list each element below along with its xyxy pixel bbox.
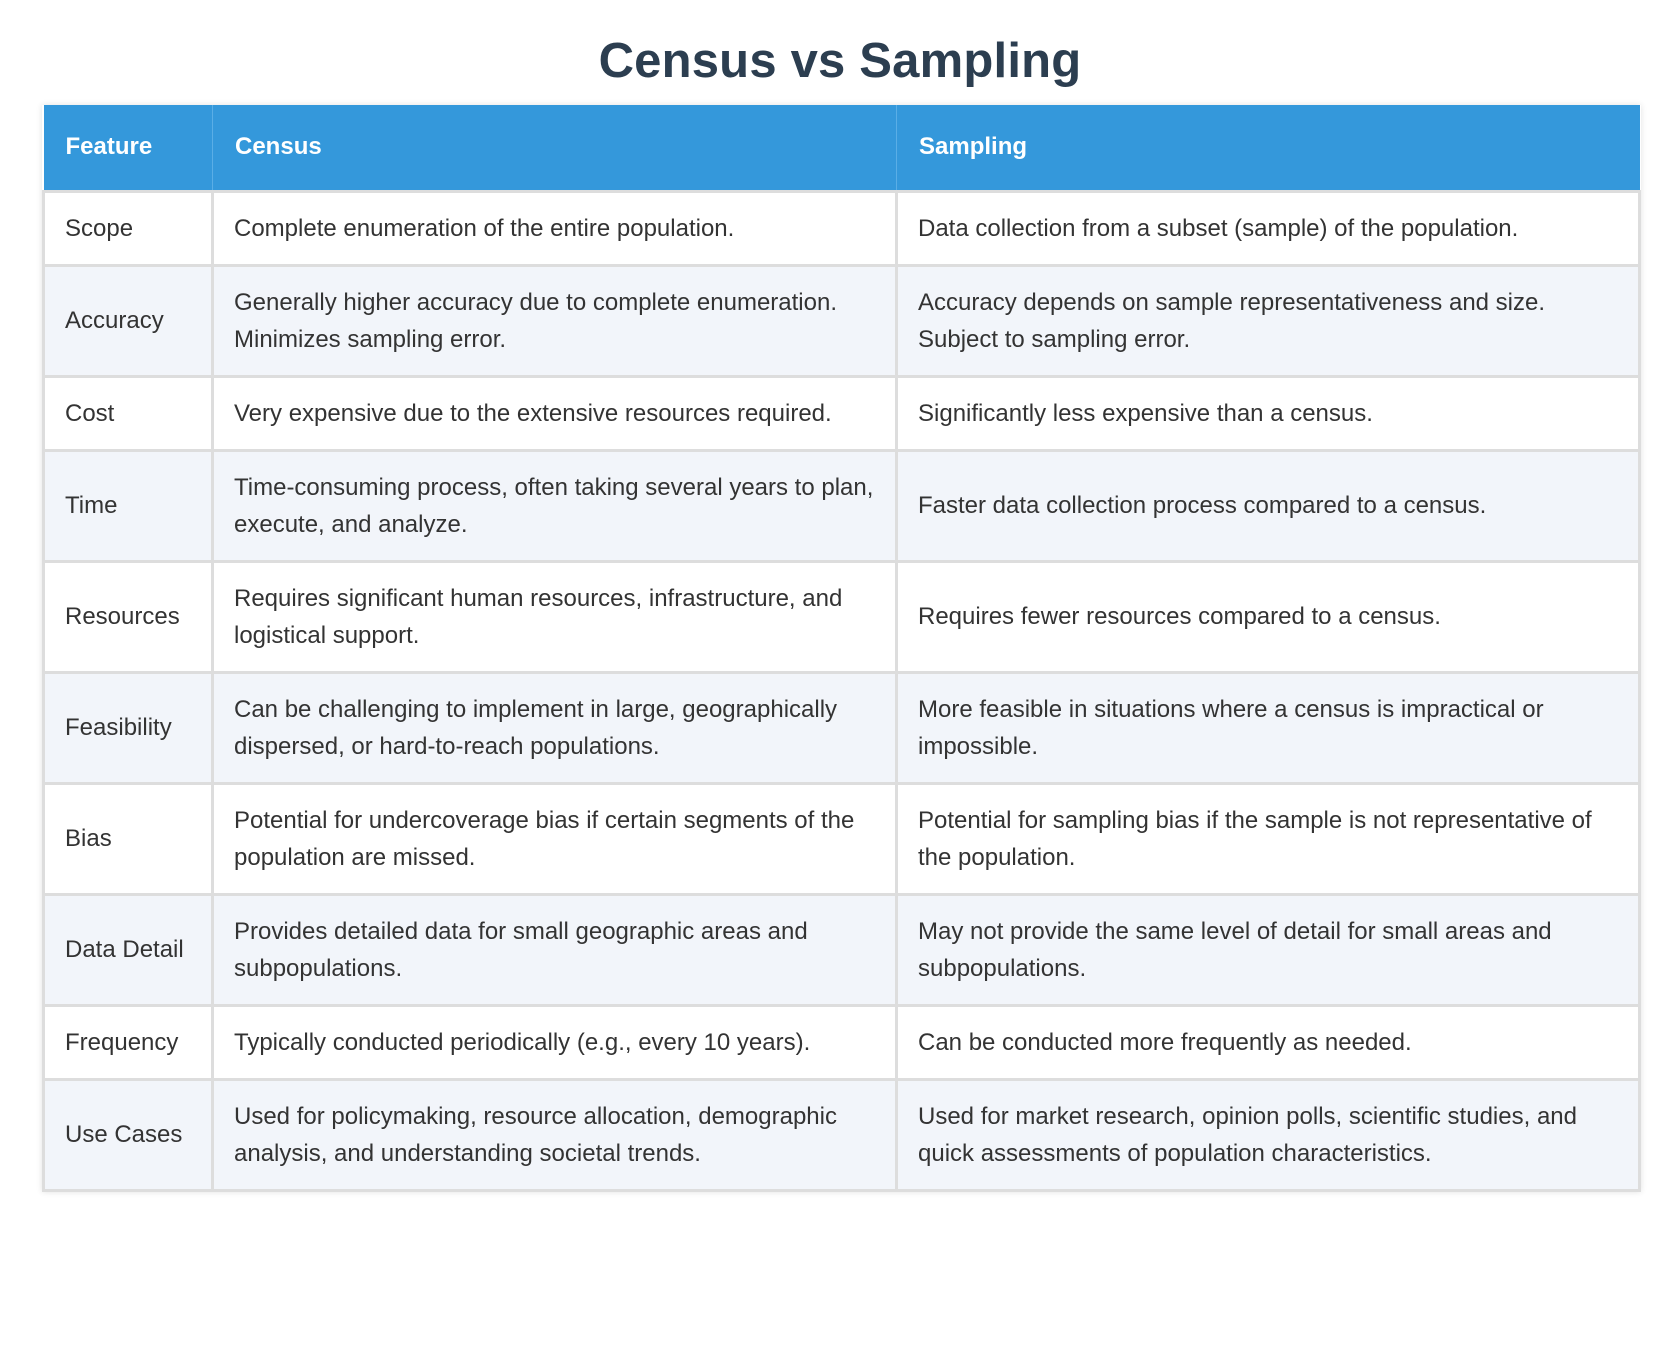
census-cell: Typically conducted periodically (e.g., every 10 years). (213, 1005, 897, 1079)
sampling-cell: Faster data collection process compared to a census. (897, 450, 1640, 561)
table-row (44, 191, 1640, 265)
census-cell: Used for policymaking, resource allocation, demographic analysis, and understanding societal trends. (213, 1079, 897, 1190)
table-header-row (44, 105, 1640, 191)
feature-cell: Scope (44, 191, 213, 265)
sampling-cell: Used for market research, opinion polls, scientific studies, and quick assessments of population characteristics. (897, 1079, 1640, 1190)
header-sampling: Sampling (897, 105, 1640, 191)
table-row (44, 265, 1640, 376)
table-row (44, 894, 1640, 1005)
census-cell: Can be challenging to implement in large, geographically dispersed, or hard-to-reach populations. (213, 672, 897, 783)
census-cell: Complete enumeration of the entire population. (213, 191, 897, 265)
table-row (44, 376, 1640, 450)
sampling-cell: Potential for sampling bias if the sample is not representative of the population. (897, 783, 1640, 894)
table-row (44, 783, 1640, 894)
census-cell: Very expensive due to the extensive resources required. (213, 376, 897, 450)
sampling-cell: Requires fewer resources compared to a census. (897, 561, 1640, 672)
feature-cell: Resources (44, 561, 213, 672)
census-cell: Time-consuming process, often taking several years to plan, execute, and analyze. (213, 450, 897, 561)
table-row (44, 1005, 1640, 1079)
feature-cell: Bias (44, 783, 213, 894)
census-cell: Generally higher accuracy due to complete enumeration. Minimizes sampling error. (213, 265, 897, 376)
header-feature: Feature (44, 105, 213, 191)
census-cell: Potential for undercoverage bias if certain segments of the population are missed. (213, 783, 897, 894)
feature-cell: Feasibility (44, 672, 213, 783)
sampling-cell: Significantly less expensive than a census. (897, 376, 1640, 450)
feature-cell: Accuracy (44, 265, 213, 376)
feature-cell: Cost (44, 376, 213, 450)
feature-cell: Data Detail (44, 894, 213, 1005)
feature-cell: Frequency (44, 1005, 213, 1079)
sampling-cell: May not provide the same level of detail for small areas and subpopulations. (897, 894, 1640, 1005)
table-row (44, 1079, 1640, 1190)
sampling-cell: Can be conducted more frequently as needed. (897, 1005, 1640, 1079)
table-row (44, 450, 1640, 561)
feature-cell: Use Cases (44, 1079, 213, 1190)
feature-cell: Time (44, 450, 213, 561)
sampling-cell: Accuracy depends on sample representativeness and size. Subject to sampling error. (897, 265, 1640, 376)
table-row (44, 672, 1640, 783)
header-census: Census (213, 105, 897, 191)
census-cell: Requires significant human resources, infrastructure, and logistical support. (213, 561, 897, 672)
census-cell: Provides detailed data for small geographic areas and subpopulations. (213, 894, 897, 1005)
sampling-cell: More feasible in situations where a census is impractical or impossible. (897, 672, 1640, 783)
comparison-table (42, 105, 1641, 1192)
sampling-cell: Data collection from a subset (sample) of the population. (897, 191, 1640, 265)
table-row (44, 561, 1640, 672)
page-title: Census vs Sampling (598, 34, 1082, 88)
